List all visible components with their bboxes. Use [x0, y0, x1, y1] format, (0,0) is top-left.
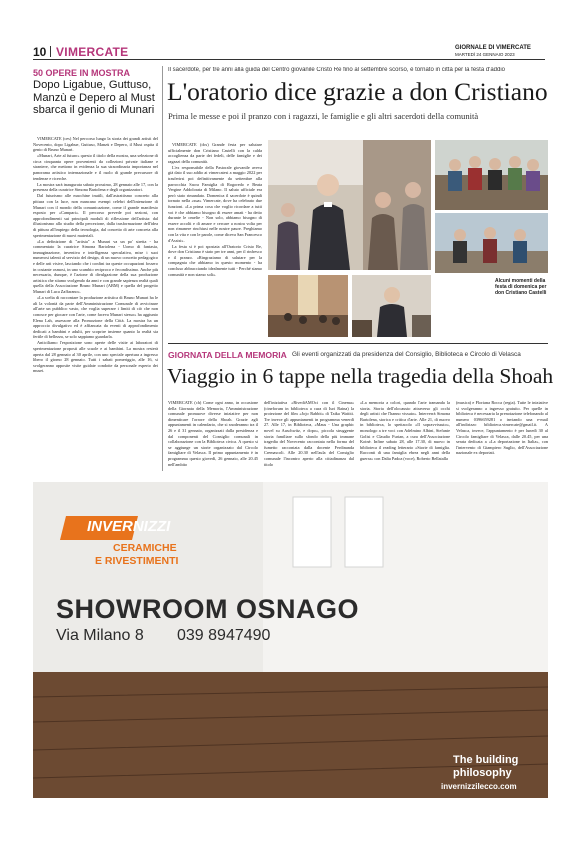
photo-priest-speaking: [352, 275, 431, 337]
bottom-kicker-sub: Gli eventi organizzati da presidenza del Consiglio, Biblioteca e Circolo di Velasca: [292, 351, 521, 358]
advert-tagline-2: philosophy: [453, 767, 512, 779]
left-paragraph: «La definizione di "artista" a Munari va un po' stretta - ha commentato la curatrice Simona Bartolena - Uomo di fantasia, immaginazione, inventiva e intelligenza speculativa, mise i suoi numerosi talenti al servizio del design, di un nuovo concetto pedagogico e delle arti visive, lasciando che i confini tra queste occupazioni fossero in costante osmosi, in uno scambio reciproco e fecondissimo. Anche più necessaria, dunque, è l'azione di divulgazione della sua produzione artistica che stiamo svolgendo da anni e con grande sapienza realtà quali quella della Associazione Bruno Munari (ABM) e quella del progetto Munari di Luca Zaffarano».: [33, 238, 158, 295]
photo-church-interior: [268, 275, 348, 337]
photo-outdoor-group: [435, 213, 548, 273]
advert[interactable]: [33, 482, 548, 798]
top-paragraph: VIMERCATE (dcs) Grande festa per salutare ufficialmente don Cristiano Castelli con la calda accoglienza da parte dei fedeli, delle famiglie e dei ragazzi della comunità.: [168, 142, 262, 164]
left-paragraph: VIMERCATE (ces) Nel percorso lungo la storia dei grandi artisti del Novecento, dopo Ligabue, Guttuso, Manzù e Depero, il Must ospita il genio di Bruno Munari.: [33, 136, 158, 153]
top-paragraph: L'ex responsabile della Pastorale giovanile aveva già dato il suo addio ai vimercatesi a maggio 2022 per trasferirsi poi definitivamente da settembre alla parrocchia Sacra Famiglia di Rogoredo e Beata Vergine Addolorata di Milano. Il saluto ufficiale era però stato rimandato. Domenica il sacerdote è quindi tornato nella «sua» Vimercate, dove ha celebrato due funzioni. «La prima cosa che voglio ricordare a tutti voi è che abbiamo bisogno di essere amati - ha detto durante le omelie - Non solo, abbiamo bisogno di essere accolti e di amare e cercare a nostra volta per non rimanere rinchiusi nelle nostre paure. Preghiamo con la vita e con le parole, come diceva San Francesco d'Assisi».: [168, 164, 262, 243]
advert-tagline-1: The building: [453, 754, 519, 766]
header-divider: [50, 46, 51, 57]
top-paragraph: La festa si è poi spostata all'Oratorio Cristo Re, dove don Cristiano è stato per tre anni, per il rinfresco e il pranzo. «Ringraziamo di salutare per la compagnia che abbiamo in questo momento - ha concluso abbracciando idealmente tutti - Perché siamo comunità e non siamo soli».: [168, 243, 262, 277]
advert-line2: E RIVESTIMENTI: [95, 555, 179, 567]
section-name: VIMERCATE: [56, 45, 129, 59]
paper-name: GIORNALE DI VIMERCATE: [455, 45, 531, 51]
advert-line1: CERAMICHE: [113, 542, 177, 554]
advert-website[interactable]: invernizzilecco.com: [441, 782, 517, 791]
photo-priest-main: [268, 140, 431, 270]
top-lead: Prima le messe e poi il pranzo con i ragazzi, le famiglie e gli altri sacerdoti della comunità: [168, 111, 479, 121]
top-subtitle: Il sacerdote, per tre anni alla guida del Centro giovanile Cristo Re fino al settembre scorso, è tornato in città per la festa d'addio: [168, 67, 505, 73]
left-body: [33, 136, 158, 471]
photo-group-table: [435, 140, 548, 210]
left-title: Dopo Ligabue, Guttuso, Manzù e Depero al Must sbarca il genio di Munari: [33, 79, 155, 117]
left-paragraph: La mostra sarà inaugurata sabato prossimo, 28 gennaio alle 17, con la presenza della curatrice Simona Bartolena e degli organizzatori.: [33, 181, 158, 193]
left-paragraph: «La scelta di raccontare la produzione artistica di Bruno Munari ha le ali la volontà da parte dell'Amministrazione Comunale di avvicinare all'arte un pubblico vasto, che voglia superare i limiti di ciò che non conosce per giocare con l'arte, come faceva Munari stesso» ha aggiunto Elena Lah, assessore alla Promozione della Città. La mostra ha un approccio divulgativo ed è affiancata da eventi di approfondimento dedicati a bambini e adulti, per scoprire insieme quanto la realtà sia fertile di bellezza, se solo sappiamo guardarla.: [33, 295, 158, 340]
header-rule: [33, 59, 545, 60]
bottom-col-4: (musica) e Floriana Rocca (regia). Tutte le iniziative si svolgeranno a ingresso gratuito. Per quelle in biblioteca è necessaria la prenotazione telefonando al numero 0396659281 o inviando una e-mail all'indirizzo biblioteca.vimercate@gmail.it. A Velasca, invece, l'appuntamento è per lunedì 30 al Circolo famigliare di Velasca, dalle 20.45, per una serata dedicata a «La deportazione in Italia», con l'intervento di Giampiero Suglio, dell'Associazione nazionale ex deportati.: [456, 400, 548, 456]
issue-date: MARTEDÌ 24 GENNAIO 2023: [455, 52, 515, 57]
bottom-kicker: GIORNATA DELLA MEMORIA: [168, 350, 287, 360]
left-paragraph: «Munari, Arte al futuro» questo il titolo della mostra, una selezione di circa cinquanta opere provenienti da collezioni private italiane e straniere, che mettono in evidenza la sua straordinaria importanza nel panorama artistico internazionale e il ruolo di grande precursore di tendenze e ricerche.: [33, 153, 158, 181]
bottom-col-2: dell'iniziativa «RivediAMOci con il Cinema» (cineforum in biblioteca a cura di Iuri Raina) la proiezione del film «Jojo Rabbit» di Taika Waititi. Tre invece gli appuntamenti in programma venerdì 27. Alle 17, in Biblioteca, «Maus - Una graphic novel su Auschwitz, e dopo», piccola struggente storia familiare sullo sfondo della più immane tragedia del Novecento raccontata nella forma del fumetto raccontata dalla docente Ferdinanda Cremascoli. Alle 20.30 nell'aula del Consiglio comunale l'incontro aperto alla cittadinanza dal titolo: [264, 400, 354, 467]
top-title: L'oratorio dice grazie a don Cristiano: [167, 77, 548, 106]
advert-headline: SHOWROOM OSNAGO: [56, 594, 359, 624]
left-kicker: 50 OPERE IN MOSTRA: [33, 68, 131, 78]
advert-phone: 039 8947490: [177, 627, 271, 644]
left-paragraph: Anticiliamo l'esposizione sono aperte delle visite ai laboratori di sperimentazione proposti alle scuole e ai bambini. La mostra resterà aperta dal 28 gennaio al 30 aprile, con uno speciale apertura a ingresso libero il giorno 28 gennaio. Tutti i sabati pomeriggio, alle 16, si svolgeranno apposite visite guidate condotte da personale esperto dei musei.: [33, 340, 158, 374]
bottom-title: Viaggio in 6 tappe nella tragedia della Shoah: [167, 364, 554, 388]
advert-brand: INVERNIZZI: [87, 518, 171, 535]
photo-caption: Alcuni momenti della festa di domenica per don Cristiano Castelli: [495, 278, 547, 296]
column-divider: [162, 66, 163, 471]
advert-address: Via Milano 8: [56, 627, 144, 644]
section-rule: [168, 343, 548, 344]
bottom-col-1: VIMERCATE (ch) Come ogni anno, in occasione della Giornata della Memoria, l'Amministrazione comunale promuove diverse iniziative per non dimenticare l'orrore della Shoah. Grazie agli appuntamenti in calendario, che si snoderanno tra il 26 e il 31 gennaio, organizzati dalla presidenza e dal componenti del Consiglio comunali in collaborazione con la Biblioteca civica. A questo si se aggiunge un storie organizzato dal Circolo famigliare di Velasca. Il primo appuntamento è in programma questo giovedì, 26 gennaio, alle 20.45 nell'ambito: [168, 400, 258, 467]
bottom-col-3: «La memoria a colori, quando l'arte tramanda la storia. Storia dell'olocausto attraverso gli occhi degli artisti che l'hanno vissuto». Interverrà Simona Bartolena, storica e critica d'arte. Alle 21, di nuovo in biblioteca, lo spettacolo «Il sopravvissuto», monologo a tre voci con Adelmino Albini, Stefanie Golisi e Claudio Furian, a cura dell'Associazione Koinè. Infine sabato 28, alle 17.30, di nuovo in biblioteca il reading letterario «Storie di famiglia. Racconti di una famiglia ebrea negli anni della guerra» con Dalia Padoa (voce), Roberto Bellatalla: [360, 400, 450, 461]
page-number: 10: [33, 45, 47, 59]
top-body: [168, 142, 262, 337]
left-paragraph: Dal futurismo alle macchine inutili, dall'astrattismo concreto alla pittura con la luce, non mancano esempi celebri dell'intenzione di Munari con il mondo della comunicazione, come il grande manifesto esposto per «Campari». Il percorso prevede poi sezioni, con approfondimenti sui principali moduli di riflessione dell'artista: dal illusionismo allo studio della percezione, dalla trasformazione dell'idea di pittura all'impiego della tecnologia, dal concetto di arte concreta alla sperimentazione di nuovi materiali.: [33, 193, 158, 238]
